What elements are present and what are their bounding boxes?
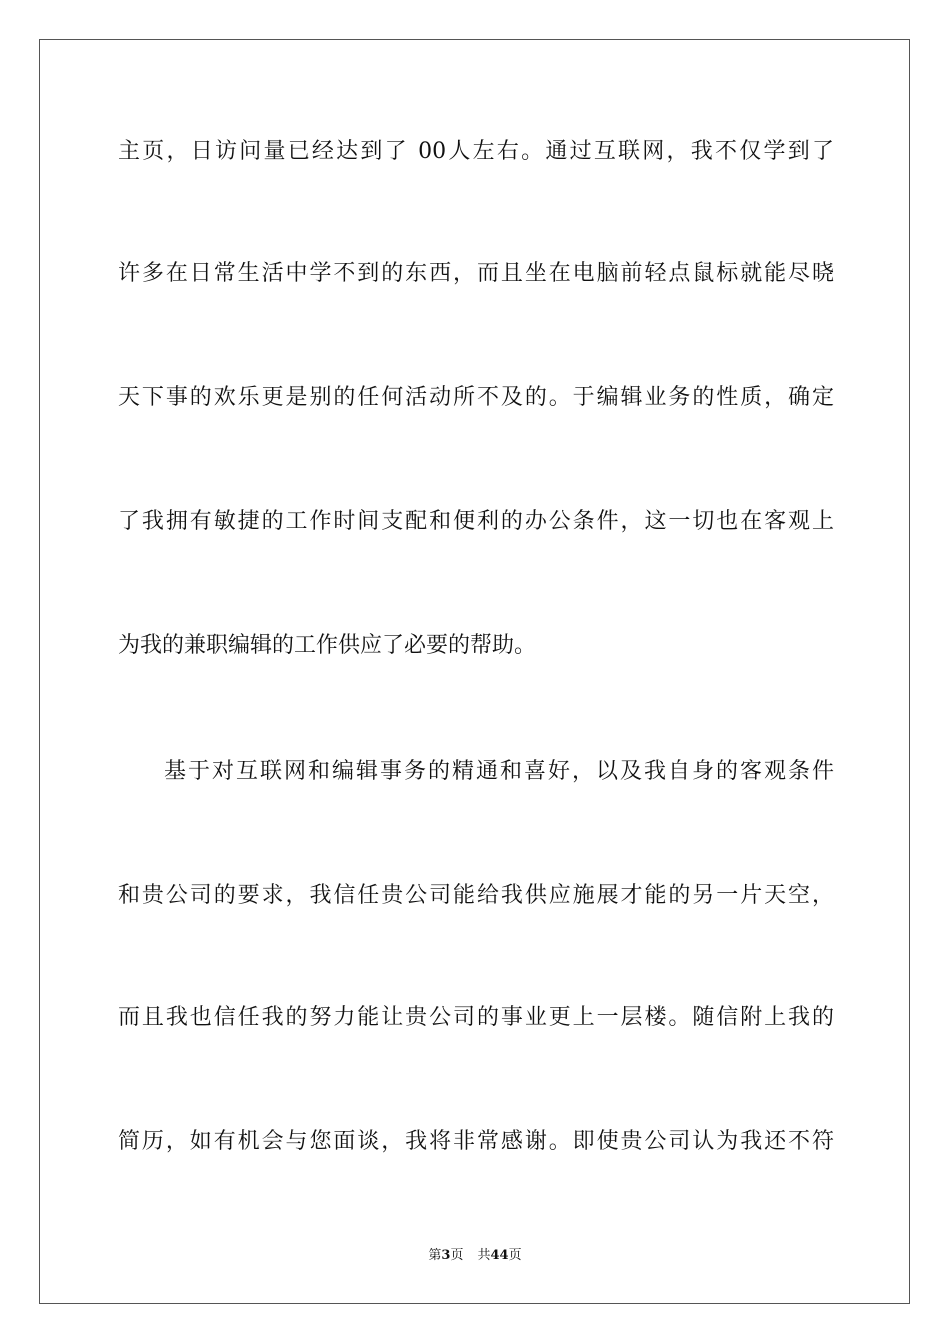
- text-line-3: 天下事的欢乐更是别的任何活动所不及的。于编辑业务的性质，确定: [118, 385, 834, 410]
- page-suffix: 页: [450, 1248, 464, 1263]
- text-line-7: 和贵公司的要求，我信任贵公司能给我供应施展才能的另一片天空，: [118, 883, 834, 908]
- text-line-4: 了我拥有敏捷的工作时间支配和便利的办公条件，这一切也在客观上: [118, 509, 834, 534]
- page-number: 3: [441, 1248, 451, 1263]
- text-line-8: 而且我也信任我的努力能让贵公司的事业更上一层楼。随信附上我的: [118, 1005, 834, 1030]
- page-footer: [0, 1247, 950, 1265]
- text-line-1: 主页，日访问量已经达到了 00人左右。通过互联网，我不仅学到了: [118, 139, 834, 164]
- total-suffix: 页: [508, 1248, 522, 1263]
- page-border: [39, 39, 910, 1304]
- text-line-6-paragraph-start: 基于对互联网和编辑事务的精通和喜好，以及我自身的客观条件: [164, 759, 834, 784]
- total-pages: 44: [490, 1248, 509, 1263]
- text-line-9: 简历，如有机会与您面谈，我将非常感谢。即使贵公司认为我还不符: [118, 1129, 834, 1154]
- text-line-2: 许多在日常生活中学不到的东西，而且坐在电脑前轻点鼠标就能尽晓: [118, 261, 834, 286]
- text-line-5: 为我的兼职编辑的工作供应了必要的帮助。: [118, 633, 537, 658]
- page-prefix: 第: [428, 1248, 442, 1263]
- total-prefix: 共: [477, 1248, 491, 1263]
